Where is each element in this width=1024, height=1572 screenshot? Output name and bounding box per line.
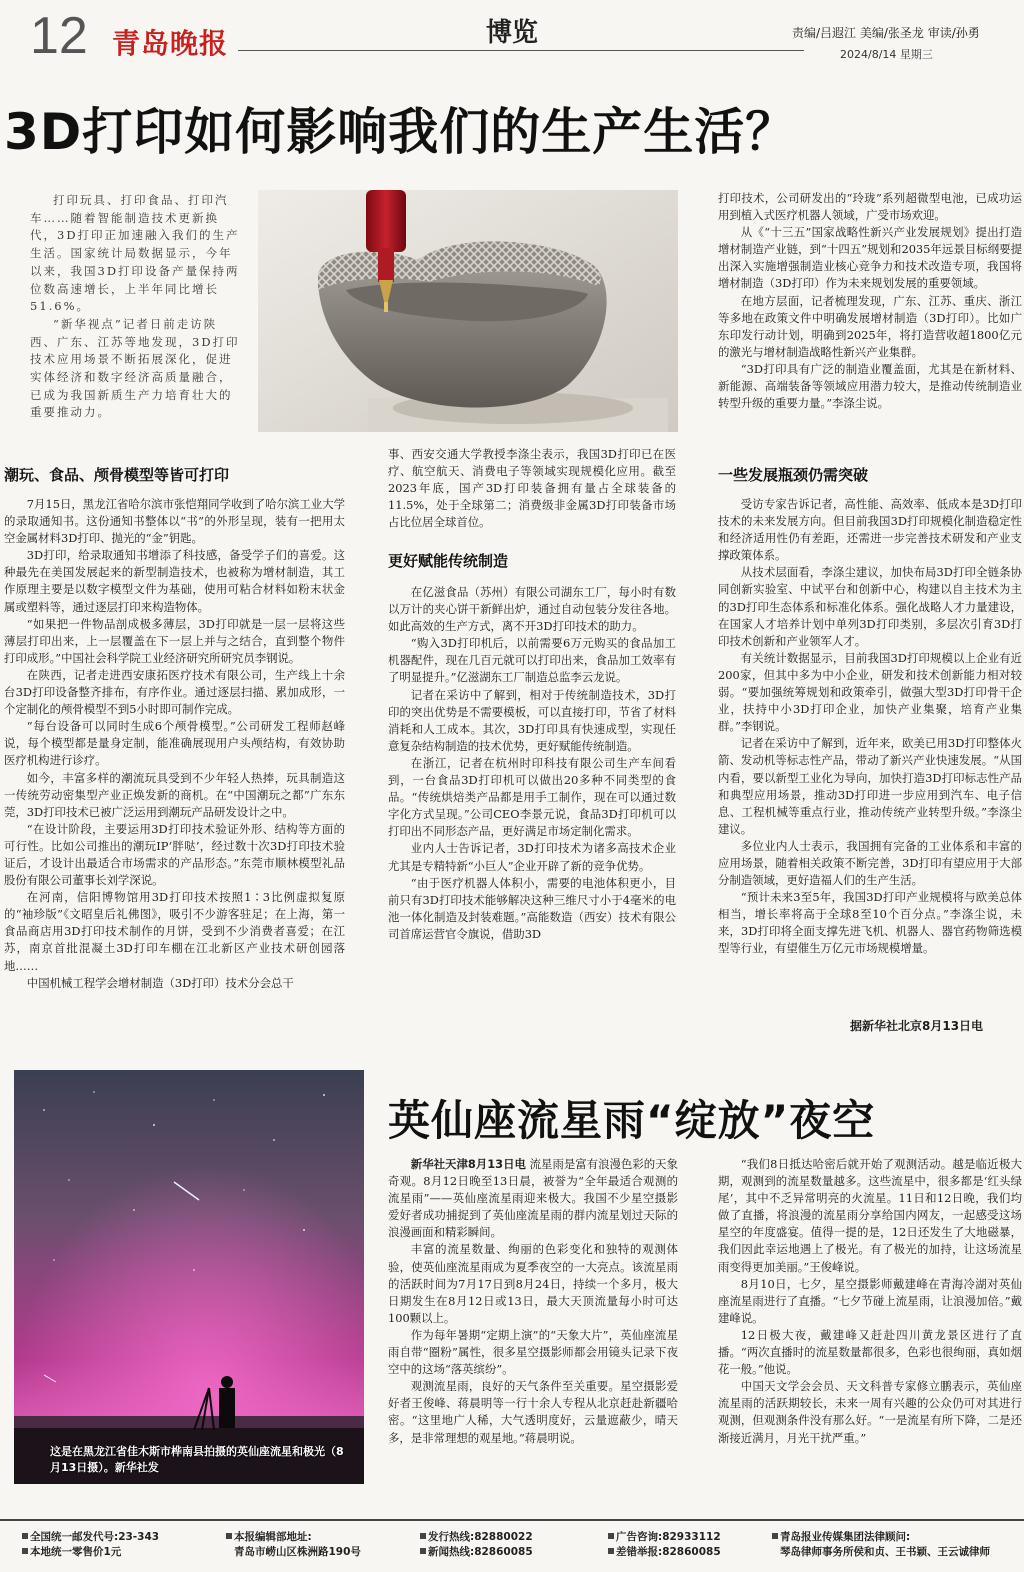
intro-paragraph: “新华视点”记者日前走访陕西、广东、江苏等地发现，3D打印技术应用场景不断拓展深化，促进实体经济和数字经济高质量融合，已成为我国新质生产力培育壮大的重要推动力。 xyxy=(30,316,240,420)
article-column xyxy=(388,584,676,1036)
header-divider xyxy=(238,50,804,51)
body-paragraph: 受访专家告诉记者，高性能、高效率、低成本是3D打印技术的未来发展方向。但目前我国3D打印规模化制造稳定性和经济适用性仍有差距，还需进一步完善技术研发和产业支撑政策体系。 xyxy=(718,497,1022,563)
article-source: 据新华社北京8月13日电 xyxy=(850,1019,984,1033)
body-paragraph: 在地方层面，记者梳理发现，广东、江苏、重庆、浙江等多地在政策文件中明确发展增材制造（3D打印）。比如广东印发行动计划，明确到2025年，将打造营收超1800亿元的激光与增材制造战略性新兴产业集群。 xyxy=(718,293,1022,359)
body-paragraph: 在河南，信阳博物馆用3D打印技术按照1∶3比例虚拟复原的“袖珍版”《文昭皇后礼佛图》，吸引不少游客驻足；在上海，第一食品商店用3D打印技术制作的月饼，受到不少消费者喜爱；在江苏，南京首批混凝土3D打印车棚在江北新区产业技术研创园落地…… xyxy=(4,890,345,973)
body-paragraph: “由于医疗机器人体积小，需要的电池体积更小，目前只有3D打印技术能够解决这种三维尺寸小于4毫米的电池一体化制造及封装难题。”高能数造（西安）技术有限公司首席运营官令旗说，借助3D xyxy=(388,875,676,941)
issue-date: 2024/8/14 星期三 xyxy=(840,48,933,61)
body-paragraph: 观测流星雨，良好的天气条件至关重要。星空摄影爱好者王俊峰、蒋晨明等一行十余人专程从北京赶赴新疆哈密。“这里地广人稀，大气透明度好，云量遮蔽少，晴天多，是非常理想的观星地。”蒋晨明说。 xyxy=(388,1379,678,1445)
body-paragraph: 中国天文学会会员、天文科普专家修立鹏表示，英仙座流星雨的活跃期较长，未来一周有兴趣的公众仍可对其进行观测，但观测条件没有那么好。“一是流星有所下降，二是还渐接近满月，月光干扰严重。” xyxy=(718,1379,1022,1445)
footer-address: 本报编辑部地址: 青岛市崂山区株洲路190号 xyxy=(226,1530,361,1560)
footer-hotlines: 发行热线:82880022 新闻热线:82860085 xyxy=(420,1530,533,1560)
subheading: 一些发展瓶颈仍需突破 xyxy=(718,466,869,484)
article-headline: 3D打印如何影响我们的生产生活？ xyxy=(4,103,797,161)
body-paragraph: “我们8日抵达哈密后就开始了观测活动。越是临近极大期，观测到的流星数量越多。这些流星中，很多都是‘红头绿尾’，其中不乏异常明亮的火流星。11日和12日晚，我们均做了直播，将浪漫的流星雨分享给国内网友，一起感受这场星空的年度盛宴。值得一提的是，12日还发生了大地磁暴，我们因此幸运地遇上了极光。有了极光的加持，让这场流星雨变得更加美丽。”王俊峰说。 xyxy=(718,1157,1022,1274)
footer-ads: 广告咨询:82933112 差错举报:82860085 xyxy=(608,1530,721,1560)
body-paragraph: 打印技术，公司研发出的“玲珑”系列超微型电池，已成功运用到植入式医疗机器人领域，广受市场欢迎。 xyxy=(718,191,1022,223)
body-paragraph: 从技术层面看，李涤尘建议，加快布局3D打印全链条协同创新实验室、中试平台和创新中心，构建以自主技术为主的3D打印生态体系和标准化体系。强化战略人才力量建设，在国家人才培养计划中单列3D打印类别，多层次引育3D打印技术创新和产业领军人才。 xyxy=(718,565,1022,648)
article-column xyxy=(718,190,1022,452)
body-paragraph: 如今，丰富多样的潮流玩具受到不少年轻人热捧，玩具制造这一传统劳动密集型产业正焕发新的商机。在“中国潮玩之都”广东东莞，3D打印技术已被广泛运用到潮玩产品研发设计之中。 xyxy=(4,770,345,819)
3d-printing-photo xyxy=(258,190,678,432)
footer-postal: 全国统一邮发代号:23-343 本地统一零售价1元 xyxy=(22,1530,159,1560)
article-column xyxy=(388,446,676,534)
body-paragraph: 在亿滋食品（苏州）有限公司湖东工厂，每小时有数以万计的夹心饼干新鲜出炉，通过自动包装分发往各地。如此高效的生产方式，离不开3D打印技术的助力。 xyxy=(388,585,676,634)
body-paragraph: 流星雨是富有浪漫色彩的天象奇观。8月12日晚至13日晨，被誉为“全年最适合观测的流星雨”——英仙座流星雨迎来极大。我国不少星空摄影爱好者成功捕捉到了英仙座流星雨的群内流星划过天际的浪漫画面和精彩瞬间。 xyxy=(388,1157,678,1240)
body-paragraph: 12日极大夜，戴建峰又赶赴四川黄龙景区进行了直播。“两次直播时的流星数量都很多，色彩也很绚丽，真如烟花一般。”他说。 xyxy=(718,1327,1022,1377)
article-column xyxy=(388,1156,678,1486)
body-paragraph: 从《“十三五”国家战略性新兴产业发展规划》提出打造增材制造产业链，到“十四五”规划和2035年远景目标纲要提出深入实施增强制造业核心竞争力和技术改造专项，我国将增材制造（3D打印）作为未来规划发展的重要领域。 xyxy=(718,225,1022,291)
article-intro xyxy=(30,192,242,424)
body-paragraph: “3D打印具有广泛的制造业覆盖面，尤其是在新材料、新能源、高端装备等领域应用潜力较大，是推动传统制造业转型升级的重要力量。”李涤尘说。 xyxy=(718,361,1022,411)
body-paragraph: 业内人士告诉记者，3D打印技术为诸多高技术企业尤其是专精特新“小巨人”企业开辟了新的竞争优势。 xyxy=(388,841,676,873)
body-paragraph: 在陕西，记者走进西安康拓医疗技术有限公司，生产线上十余台3D打印设备整齐排布，有序作业。通过逐层扫描、累加成形，一个定制化的颅骨模型不到5小时即可制作完成。 xyxy=(4,667,345,717)
section-title: 博览 xyxy=(486,18,539,48)
body-paragraph: 记者在采访中了解到，近年来，欧美已用3D打印整体火箭、发动机等标志性产品，带动了新兴产业快速发展。“从国内看，要以新型工业化为导向，加快打造3D打印标志性产品和典型应用场景，推动3D打印进一步应用到汽车、电子信息、工程机械等重点行业，推动传统产业转型升级。”李涤尘建议。 xyxy=(718,736,1022,836)
footer-legal: 青岛报业传媒集团法律顾问: 琴岛律师事务所侯和贞、王书颖、王云诚律师 xyxy=(772,1530,990,1560)
body-paragraph: 作为每年暑期“定期上演”的“天象大片”，英仙座流星雨自带“圈粉”属性，很多星空摄影师都会用镜头记录下夜空中的这场“落英缤纷”。 xyxy=(388,1327,678,1377)
body-paragraph: 在浙江，记者在杭州时印科技有限公司生产车间看到，一台食品3D打印机可以做出20多种不同类型的食品。“传统烘焙类产品都是用手工制作，现在可以通过数字化方式呈现。”公司CEO李景元说，食品3D打印机可以打印出不同形态产品，更好满足市场定制化需求。 xyxy=(388,755,676,839)
body-paragraph: 丰富的流星数量、绚丽的色彩变化和独特的观测体验，使英仙座流星雨成为夏季夜空的一大亮点。该流星雨的活跃时间为7月17日到8月24日，持续一个多月，极大日期发生在8月12日或13日，最大天顶流量每小时可达100颗以上。 xyxy=(388,1242,678,1325)
body-paragraph: “购入3D打印机后，以前需要6万元购买的食品加工机器配件，现在几百元就可以打印出来，食品加工效率有了明显提升。”亿滋湖东工厂制造总监李云龙说。 xyxy=(388,636,676,685)
editor-credits: 责编/吕遐江 美编/张圣龙 审读/孙勇 xyxy=(792,26,980,40)
body-paragraph: 记者在采访中了解到，相对于传统制造技术，3D打印的突出优势是不需要模板，可以直接打印，节省了材料消耗和人工成本。其次，3D打印具有快速成型，实现任意复杂结构制造的技术优势，更好赋能传统制造。 xyxy=(388,687,676,753)
body-paragraph: 8月10日，七夕，星空摄影师戴建峰在青海冷湖对英仙座流星雨进行了直播。“七夕节碰上流星雨，让浪漫加倍。”戴建峰说。 xyxy=(718,1276,1022,1325)
body-paragraph: 有关统计数据显示，目前我国3D打印规模以上企业有近200家，但其中多为中小企业，研发和技术创新能力相对较弱。“要加强统筹规划和政策牵引，做强大型3D打印骨干企业，扶持中小3D打印企业，加快产业集聚，培育产业集群。”李钢说。 xyxy=(718,650,1022,734)
meteor-shower-photo xyxy=(14,1070,364,1484)
body-paragraph: 3D打印，给录取通知书增添了科技感，备受学子们的喜爱。这种最先在美国发展起来的新型制造技术，也被称为增材制造，其工作原理主要是以数字模型文件为基础，使用可粘合材料如粉末状金属或塑料等，通过逐层打印来构造物体。 xyxy=(4,548,345,614)
intro-paragraph: 打印玩具、打印食品、打印汽车……随着智能制造技术更新换代，3D打印正加速融入我们的生产生活。国家统计局数据显示，今年以来，我国3D打印设备产量保持两位数高速增长，上半年同比增长51.6%。 xyxy=(30,193,240,314)
dateline: 新华社天津8月13日电 xyxy=(410,1157,526,1171)
article-column xyxy=(4,496,345,1036)
body-paragraph: “预计未来3至5年，我国3D打印产业规模将与欧美总体相当，增长率将高于全球8至10个百分点。”李涤尘说，未来，3D打印将全面支撑先进飞机、机器人、器官药物筛选模型等行业，有望催生万亿元市场规模增量。 xyxy=(718,890,1022,956)
subheading: 更好赋能传统制造 xyxy=(388,552,509,570)
body-paragraph: “如果把一件物品剖成极多薄层，3D打印就是一层一层将这些薄层打印出来，上一层覆盖在下一层上并与之结合，直到整个物件打印成形。”中国社会科学院工业经济研究所研究员李钢说。 xyxy=(4,616,345,665)
body-paragraph: 中国机械工程学会增材制造（3D打印）技术分会总干 xyxy=(26,975,294,990)
body-paragraph: 7月15日，黑龙江省哈尔滨市张恺翔同学收到了哈尔滨工业大学的录取通知书。这份通知书整体以“书”的外形呈现，装有一把用太空金属材料3D打印、抛光的“金”钥匙。 xyxy=(4,497,345,546)
body-paragraph: 多位业内人士表示，我国拥有完备的工业体系和丰富的应用场景，随着相关政策不断完善，3D打印有望应用于大部分制造领域，更好造福人们的生产生活。 xyxy=(718,838,1022,888)
article-headline: 英仙座流星雨“绽放”夜空 xyxy=(388,1096,876,1145)
footer-divider xyxy=(0,1519,1024,1521)
photo-caption: 这是在黑龙江省佳木斯市桦南县拍摄的英仙座流星和极光（8月13日摄）。新华社发 xyxy=(50,1445,344,1474)
article-column xyxy=(718,496,1022,1016)
subheading: 潮玩、食品、颅骨模型等皆可打印 xyxy=(4,466,230,484)
page-number: 12 xyxy=(30,7,88,65)
article-column xyxy=(718,1156,1022,1486)
body-paragraph: “在设计阶段，主要运用3D打印技术验证外形、结构等方面的可行性。比如公司推出的潮玩IP‘胖哒’，经过数十次3D打印技术验证后，才设计出最适合市场需求的产品形态。”东莞市顺林模型礼品股份有限公司董事长刘学深说。 xyxy=(4,821,345,888)
newspaper-logo: 青岛晚报 xyxy=(112,27,229,60)
body-paragraph: 事、西安交通大学教授李涤尘表示，我国3D打印已在医疗、航空航天、消费电子等领域实现规模化应用。截至2023年底，国产3D打印装备拥有量占全球装备的11.5%，处于全球第二；消费级非金属3D打印装备市场占比位居全球首位。 xyxy=(388,447,676,530)
body-paragraph: “每台设备可以同时生成6个颅骨模型。”公司研发工程师赵峰说，每个模型都是量身定制，能准确展现用户头颅结构，有效协助医疗机构进行诊疗。 xyxy=(4,719,345,768)
